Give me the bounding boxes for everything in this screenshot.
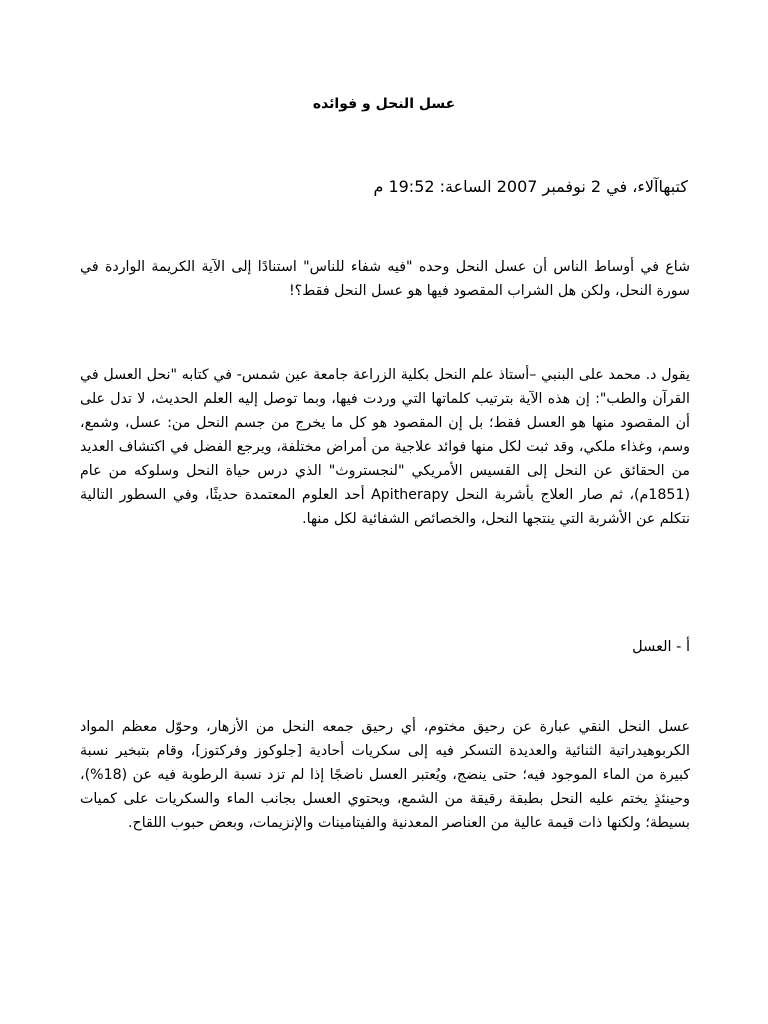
section-heading-honey: أ - العسل	[632, 639, 690, 655]
paragraph-honey: عسل النحل النقي عبارة عن رحيق مختوم، أي رحيق جمعه النحل من الأزهار، وحوّل معظم المواد الكربوهيدراتية الثنائية والعديدة التسكر فيه إلى سكريات أحادية [جلوكوز وفركتوز]، وقام بتبخير نسبة كبيرة من الماء الموجود فيه؛ حتى ينضج، ويُعتبر العسل ناضجًا إذا لم تزد نسبة الرطوبة فيه عن (18%)، وحينئذٍ يختم عليه النحل بطبقة رقيقة من الشمع، ويحتوي العسل بجانب الماء والسكريات على كميات بسيطة؛ ولكنها ذات قيمة عالية من العناصر المعدنية والفيتامينات والإنزيمات، وبعض حبوب اللقاح.	[80, 719, 690, 831]
paragraph-quote: يقول د. محمد على البنبي –أستاذ علم النحل بكلية الزراعة جامعة عين شمس- في كتابه "نحل العسل في القرآن والطب": إن هذه الآية بترتيب كلماتها التي وردت فيها، وبما توصل إليه العلم الحديث، لا تدل على أن المقصود منها هو العسل فقط؛ بل إن المقصود هو كل ما يخرج من جسم النحل من: عسل، وشمع، وسم، وغذاء ملكي، وقد ثبت لكل منها فوائد علاجية من أمراض مختلفة، ويرجع الفضل في اكتشاف العديد من الحقائق عن النحل إلى القسيس الأمريكي "لنجستروث" الذي درس حياة النحل وسلوكه من عام (1851م)، ثم صار العلاج بأشربة النحل Apitherapy أحد العلوم المعتمدة حديثًا، وفي السطور التالية نتكلم عن الأشربة التي ينتجها النحل، والخصائص الشفائية لكل منها.	[80, 367, 691, 527]
paragraph-intro: شاع في أوساط الناس أن عسل النحل وحده "فيه شفاء للناس" استنادًا إلى الآية الكريمة الواردة في سورة النحل، ولكن هل الشراب المقصود فيها هو عسل النحل فقط؟!	[80, 259, 690, 299]
article-byline: كتبهاآلاء، في 2 نوفمبر 2007 الساعة: 19:52 م	[373, 177, 688, 196]
article-title: عسل النحل و فوائده	[312, 96, 456, 112]
